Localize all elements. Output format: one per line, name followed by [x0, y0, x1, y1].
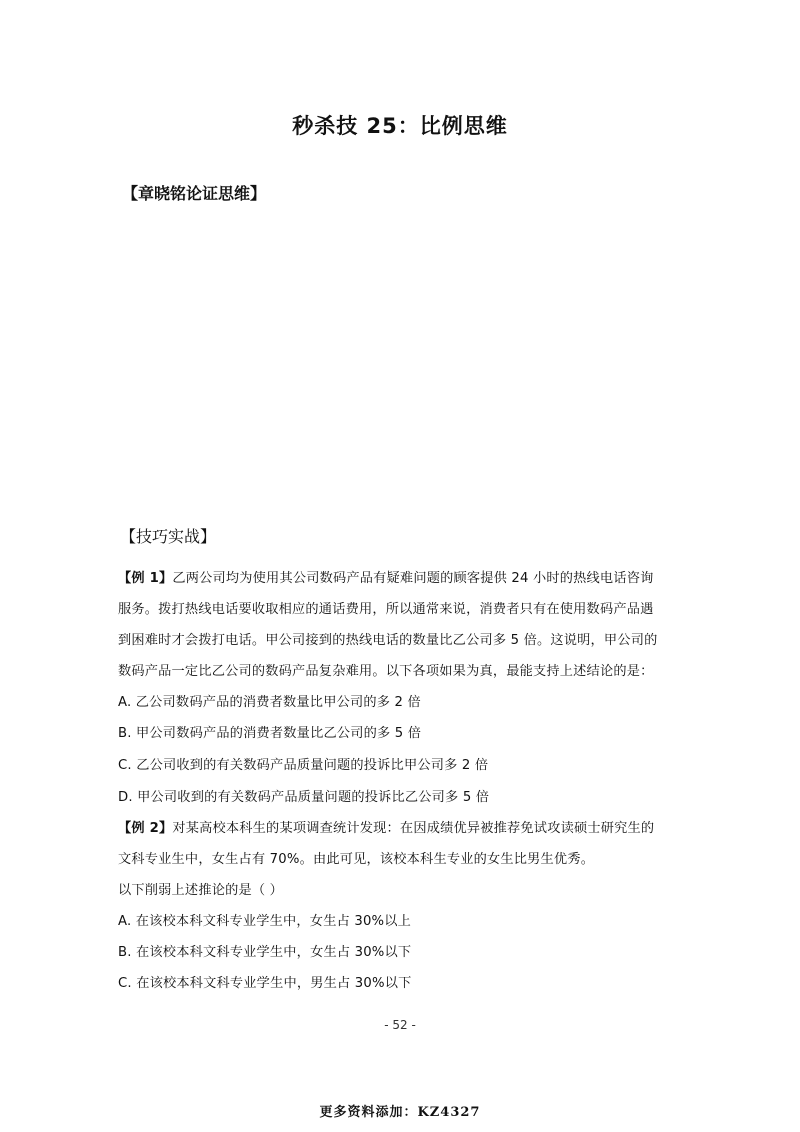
example1-option-d: D. 甲公司收到的有关数码产品质量问题的投诉比乙公司多 5 倍	[118, 790, 490, 805]
example1-text-1: 乙两公司均为使用其公司数码产品有疑难问题的顾客提供 24 小时的热线电话咨询	[172, 571, 654, 586]
practice-heading: 【技巧实战】	[120, 527, 217, 546]
example2-text-1: 对某高校本科生的某项调查统计发现：在因成绩优异被推荐免试攻读硕士研究生的	[172, 821, 655, 836]
page-title: 秒杀技 25：比例思维	[292, 114, 508, 138]
example1-line-3: 到困难时才会拨打电话。甲公司接到的热线电话的数量比乙公司多 5 倍。这说明，甲公司的	[118, 633, 658, 648]
example2-option-b: B. 在该校本科文科专业学生中，女生占 30%以下	[118, 945, 412, 960]
example2-tag: 【例 2】	[118, 821, 173, 836]
example2-option-c: C. 在该校本科文科专业学生中，男生占 30%以下	[118, 976, 412, 991]
author-heading: 【章晓铭论证思维】	[122, 184, 267, 203]
example1-option-a: A. 乙公司数码产品的消费者数量比甲公司的多 2 倍	[118, 695, 421, 710]
example1-tag: 【例 1】	[118, 571, 173, 586]
example1-line-1	[118, 567, 653, 586]
example1-option-c: C. 乙公司收到的有关数码产品质量问题的投诉比甲公司多 2 倍	[118, 758, 489, 773]
footer-contact: 更多资料添加：KZ4327	[319, 1105, 481, 1120]
example1-option-b: B. 甲公司数码产品的消费者数量比乙公司的多 5 倍	[118, 726, 422, 741]
page-number: - 52 -	[384, 1018, 416, 1032]
example2-line-1	[118, 817, 654, 836]
example1-line-2: 服务。拨打热线电话要收取相应的通话费用，所以通常来说，消费者只有在使用数码产品遇	[118, 602, 654, 617]
example2-line-3: 以下削弱上述推论的是（ ）	[118, 883, 284, 898]
example2-line-2: 文科专业生中，女生占有 70%。由此可见，该校本科生专业的女生比男生优秀。	[118, 852, 595, 867]
example1-line-4: 数码产品一定比乙公司的数码产品复杂难用。以下各项如果为真，最能支持上述结论的是：	[118, 664, 654, 679]
example2-option-a: A. 在该校本科文科专业学生中，女生占 30%以上	[118, 914, 412, 929]
